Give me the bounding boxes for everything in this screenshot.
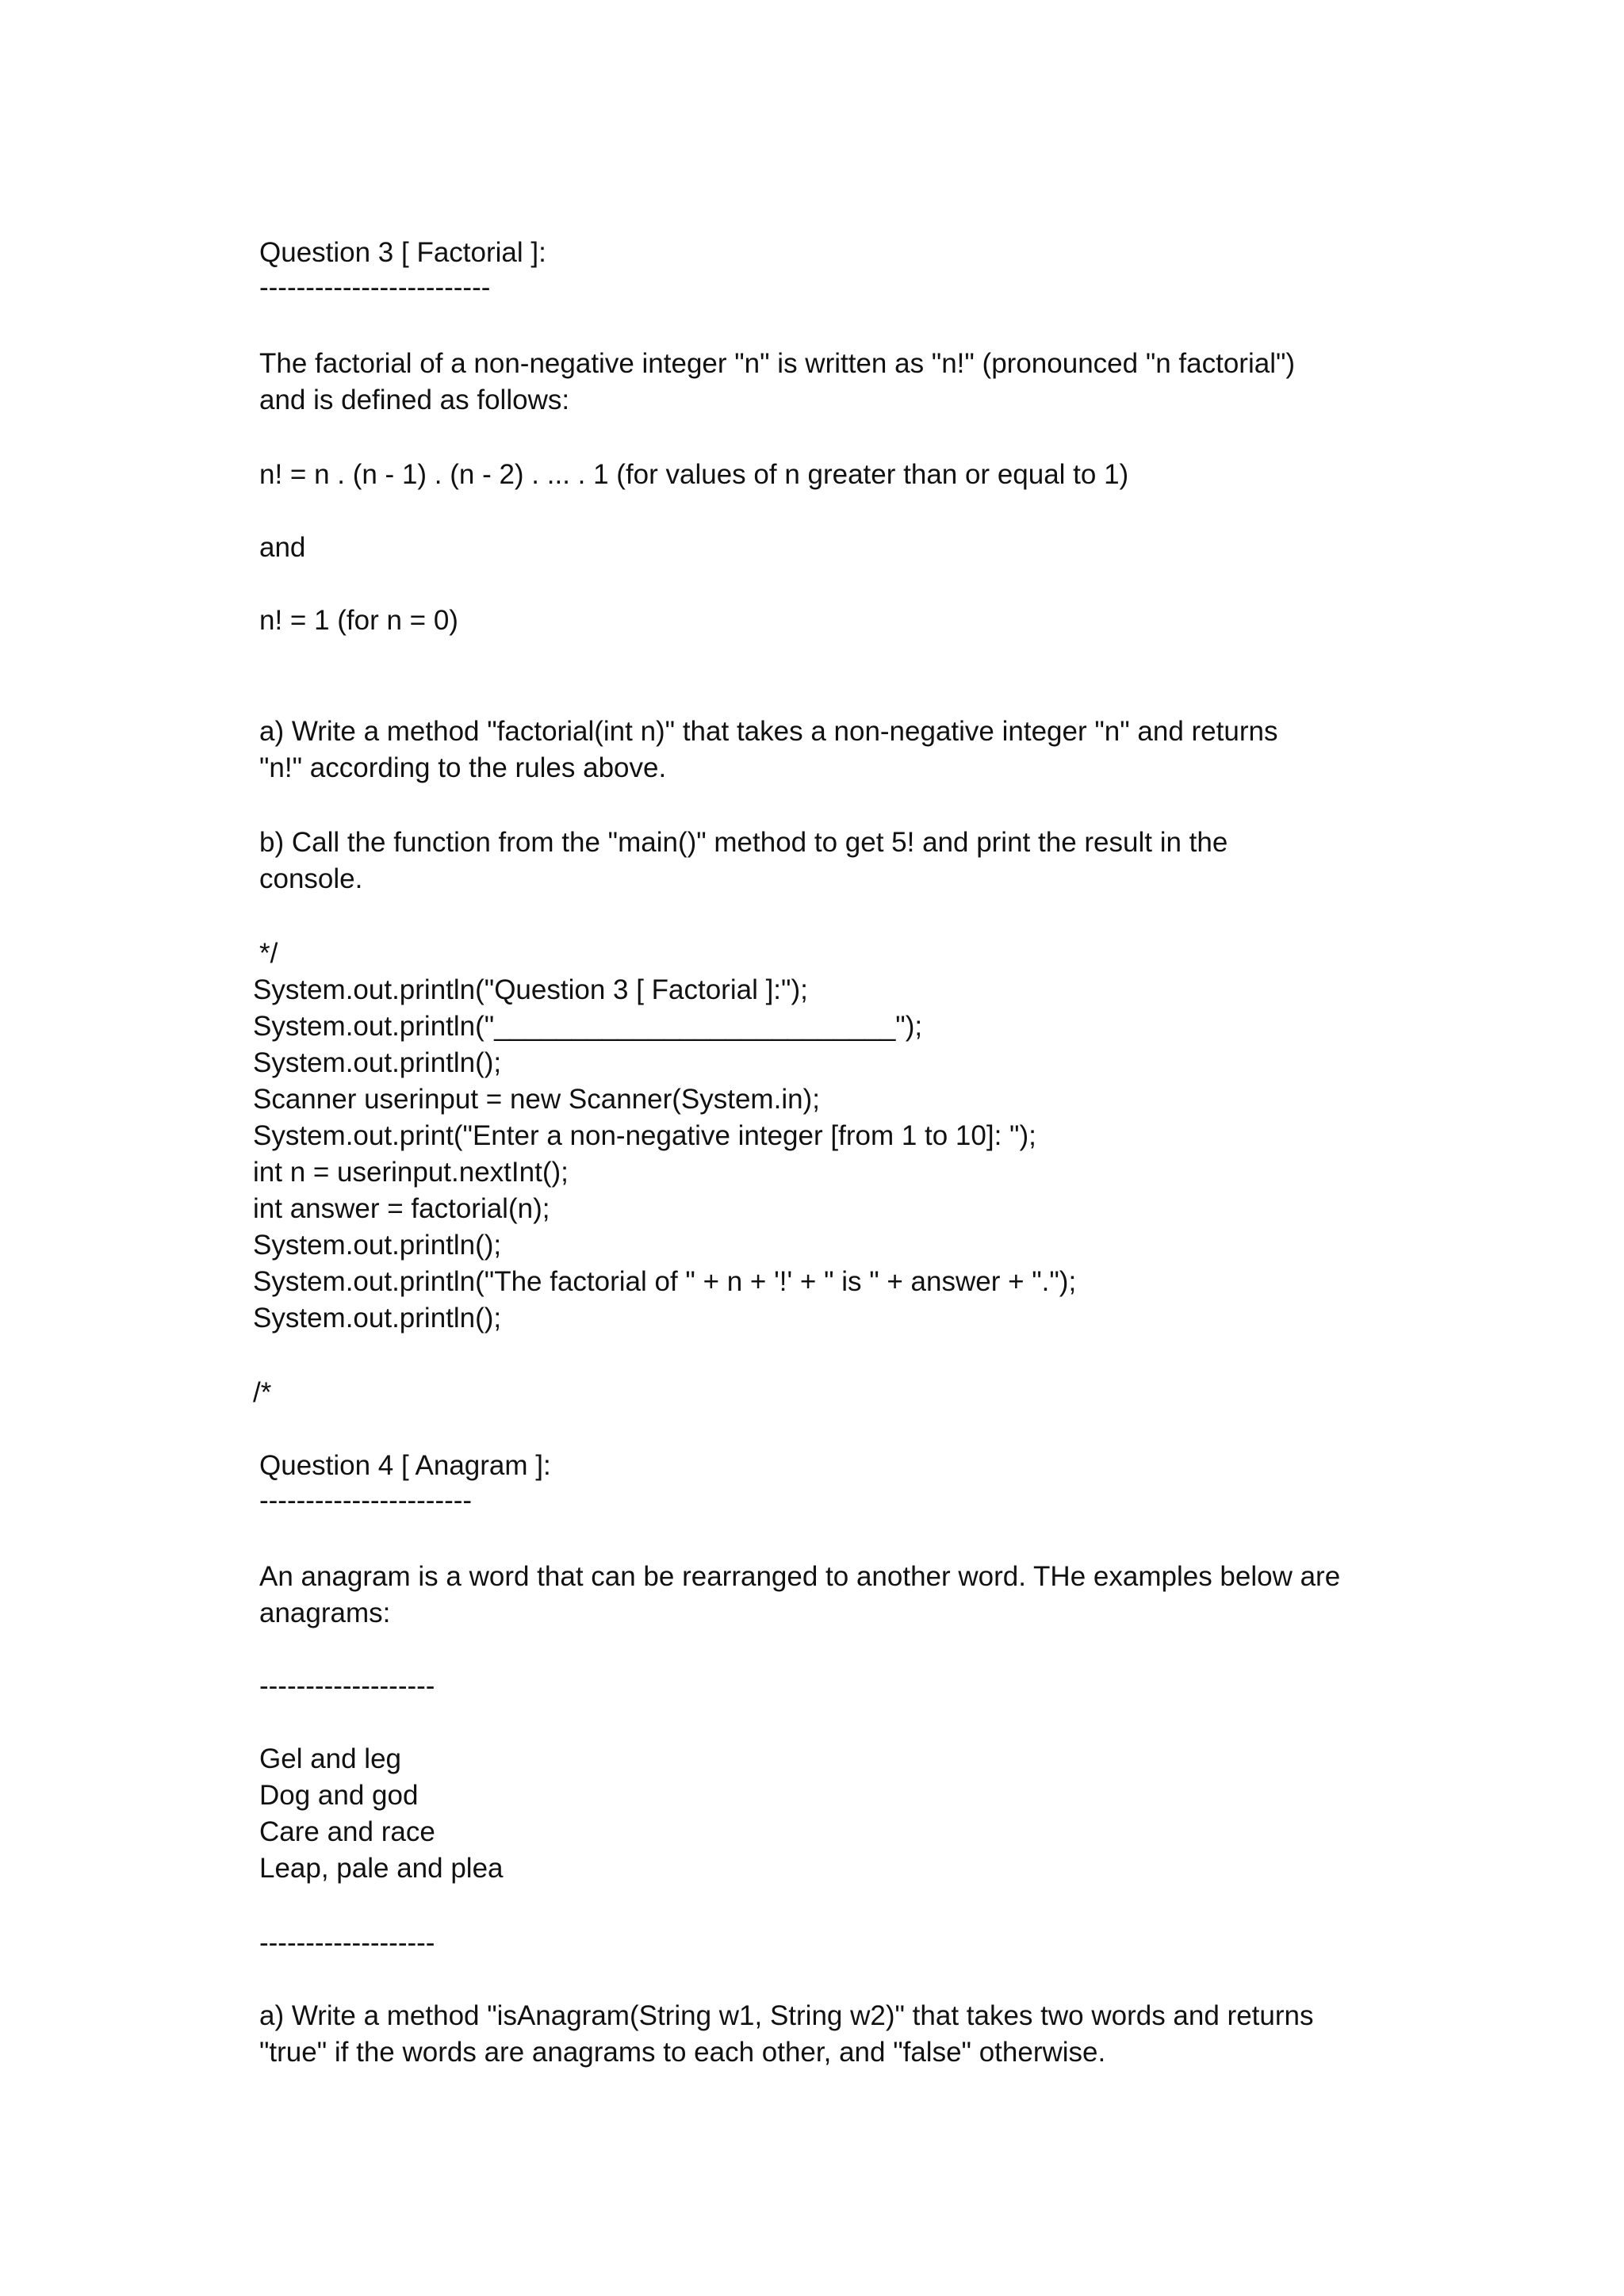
- code-line: Scanner userinput = new Scanner(System.in);: [253, 1084, 820, 1115]
- question3-part-a-line2: "n!" according to the rules above.: [259, 752, 667, 783]
- code-line: int n = userinput.nextInt();: [253, 1157, 569, 1188]
- question4-heading-rule: -----------------------: [259, 1485, 473, 1516]
- and-text: and: [259, 532, 306, 563]
- question3-part-b-line2: console.: [259, 863, 363, 894]
- code-line: System.out.println("__________________________");: [253, 1011, 923, 1042]
- code-line: System.out.print("Enter a non-negative integer [from 1 to 10]: ");: [253, 1120, 1036, 1151]
- anagram-example: Leap, pale and plea: [259, 1853, 504, 1884]
- question3-intro-line2: and is defined as follows:: [259, 385, 570, 415]
- comment-close: */: [259, 938, 278, 969]
- factorial-rule-1: n! = n . (n - 1) . (n - 2) . ... . 1 (for values of n greater than or equal to 1): [259, 459, 1129, 490]
- examples-separator-bottom: -------------------: [259, 1927, 435, 1958]
- comment-open: /*: [253, 1377, 272, 1408]
- anagram-example: Gel and leg: [259, 1743, 402, 1774]
- code-line: System.out.println("The factorial of " + n + '!' + " is " + answer + ".");: [253, 1266, 1077, 1297]
- question3-heading: Question 3 [ Factorial ]:: [259, 237, 546, 268]
- code-line: System.out.println();: [253, 1047, 502, 1078]
- question4-heading: Question 4 [ Anagram ]:: [259, 1450, 551, 1481]
- anagram-example: Care and race: [259, 1816, 435, 1847]
- examples-separator-top: -------------------: [259, 1670, 435, 1701]
- question3-part-a-line1: a) Write a method "factorial(int n)" that takes a non-negative integer "n" and returns: [259, 716, 1278, 747]
- question4-intro-line1: An anagram is a word that can be rearranged to another word. THe examples below are: [259, 1561, 1341, 1592]
- question4-intro-line2: anagrams:: [259, 1598, 391, 1628]
- question3-heading-rule: -------------------------: [259, 272, 491, 303]
- code-line: int answer = factorial(n);: [253, 1193, 550, 1224]
- factorial-rule-2: n! = 1 (for n = 0): [259, 605, 458, 636]
- question3-intro-line1: The factorial of a non-negative integer "n" is written as "n!" (pronounced "n factorial"): [259, 348, 1296, 379]
- anagram-example: Dog and god: [259, 1780, 419, 1811]
- code-line: System.out.println();: [253, 1230, 502, 1261]
- code-line: System.out.println();: [253, 1303, 502, 1334]
- question3-part-b-line1: b) Call the function from the "main()" method to get 5! and print the result in the: [259, 827, 1228, 858]
- question4-part-a-line2: "true" if the words are anagrams to each other, and "false" otherwise.: [259, 2037, 1106, 2068]
- code-line: System.out.println("Question 3 [ Factorial ]:");: [253, 974, 808, 1005]
- question4-part-a-line1: a) Write a method "isAnagram(String w1, String w2)" that takes two words and returns: [259, 2000, 1314, 2031]
